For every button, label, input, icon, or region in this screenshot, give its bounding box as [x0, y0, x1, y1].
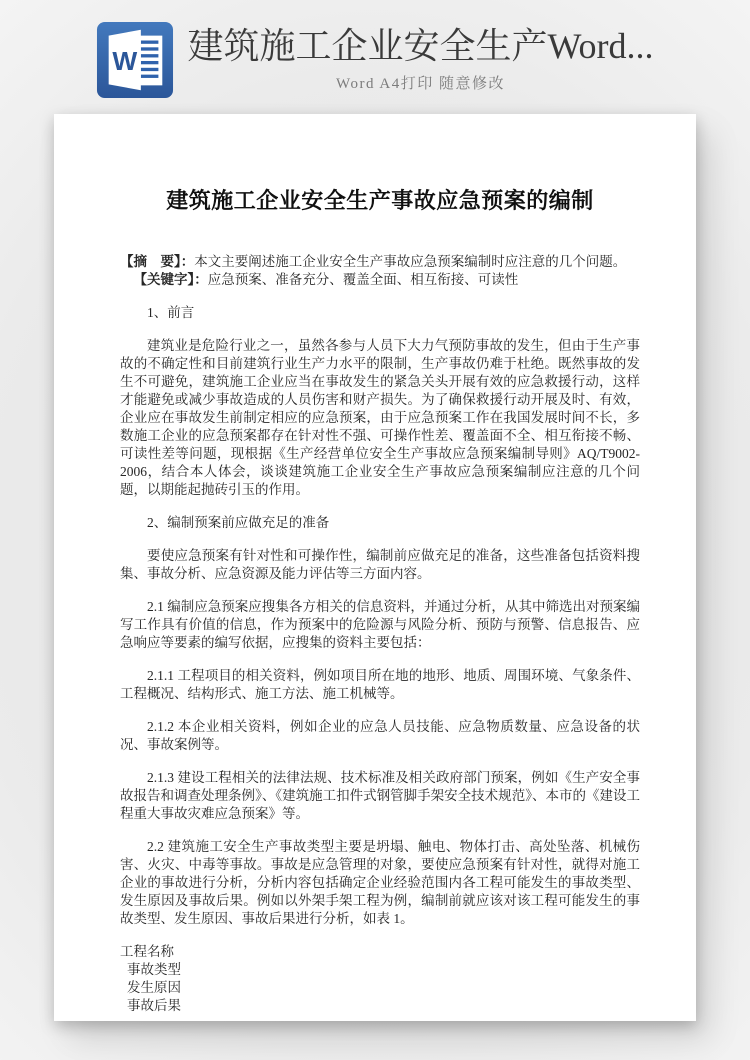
abstract-text: 本文主要阐述施工企业安全生产事故应急预案编制时应注意的几个问题。 — [194, 254, 627, 269]
doc-paragraph: 2.1.3 建设工程相关的法律法规、技术标准及相关政府部门预案，例如《生产安全事故报告和调查处理条例》、《建筑施工扣件式钢管脚手架安全技术规范》、本市的《建设工程重大事故灾难应急预案》等。 — [120, 770, 640, 821]
page-title: 建筑施工企业安全生产Word... — [187, 26, 654, 67]
keywords-label: 【关键字】： — [133, 272, 208, 287]
table-line-project-name: 工程名称 — [120, 944, 174, 959]
doc-paragraph: 2.2 建筑施工安全生产事故类型主要是坍塌、触电、物体打击、高处坠落、机械伤害、火灾、中毒等事故。事故是应急管理的对象，要使应急预案有针对性，就得对施工企业的事故进行分析，分析内容包括确定企业经验范围内各工程可能发生的事故类型、发生原因及事故后果。例如以外架手架工程为例，编制前就应该对该工程可能发生的事故类型、发生原因、事故后果进行分析，如表 1。 — [120, 839, 640, 926]
table-header-lines — [120, 943, 640, 1015]
doc-paragraph: 建筑业是危险行业之一，虽然各参与人员下大力气预防事故的发生，但由于生产事故的不确定性和目前建筑行业生产力水平的限制，生产事故仍难于杜绝。既然事故的发生不可避免，建筑施工企业应当在事故发生的紧急关头开展有效的应急救援行动，这样才能避免或减少事故造成的人员伤害和财产损失。为了确保救援行动开展及时、有效，企业应在事故发生前制定相应的应急预案，由于应急预案工作在我国发展时间不长，多数施工企业的应急预案都存在针对性不强、可操作性差、覆盖面不全、相互衔接不畅、可读性差等问题，现根据《生产经营单位安全生产事故应急预案编制导则》AQ/T9002-2006，结合本人体会，谈谈建筑施工企业安全生产事故应急预案编制应注意的几个问题，以期能起抛砖引玉的作用。 — [120, 338, 640, 497]
abstract-line — [120, 253, 640, 271]
keywords-text: 应急预案、准备充分、覆盖全面、相互衔接、可读性 — [207, 272, 519, 287]
table-line-cause: 发生原因 — [127, 980, 181, 995]
document-page — [54, 114, 696, 1021]
svg-text:W: W — [112, 45, 138, 76]
header-text — [187, 27, 653, 93]
page-subtitle: Word A4打印 随意修改 — [336, 75, 505, 92]
abstract-label: 【摘 要】： — [120, 254, 195, 269]
doc-paragraph: 要使应急预案有针对性和可操作性，编制前应做充足的准备，这些准备包括资料搜集、事故分析、应急资源及能力评估等三方面内容。 — [120, 548, 640, 581]
doc-paragraph: 2.1 编制应急预案应搜集各方相关的信息资料，并通过分析，从其中筛选出对预案编写工作具有价值的信息，作为预案中的危险源与风险分析、预防与预警、信息报告、应急响应等要素的编写依据，应搜集的资料主要包括： — [120, 599, 640, 650]
word-icon — [96, 21, 174, 99]
table-line-consequence: 事故后果 — [127, 998, 181, 1013]
site-header — [0, 0, 750, 102]
document-title: 建筑施工企业安全生产事故应急预案的编制 — [166, 188, 594, 213]
table-line-accident-type: 事故类型 — [127, 962, 181, 977]
doc-paragraph: 2.1.1 工程项目的相关资料，例如项目所在地的地形、地质、周围环境、气象条件、工程概况、结构形式、施工方法、施工机械等。 — [120, 668, 640, 701]
abstract-block — [120, 253, 640, 289]
keywords-line — [120, 271, 640, 289]
doc-paragraph: 2.1.2 本企业相关资料，例如企业的应急人员技能、应急物质数量、应急设备的状况、事故案例等。 — [120, 719, 640, 752]
section-heading-preparation: 2、编制预案前应做充足的准备 — [147, 515, 330, 530]
section-heading-foreword: 1、前言 — [147, 305, 195, 320]
